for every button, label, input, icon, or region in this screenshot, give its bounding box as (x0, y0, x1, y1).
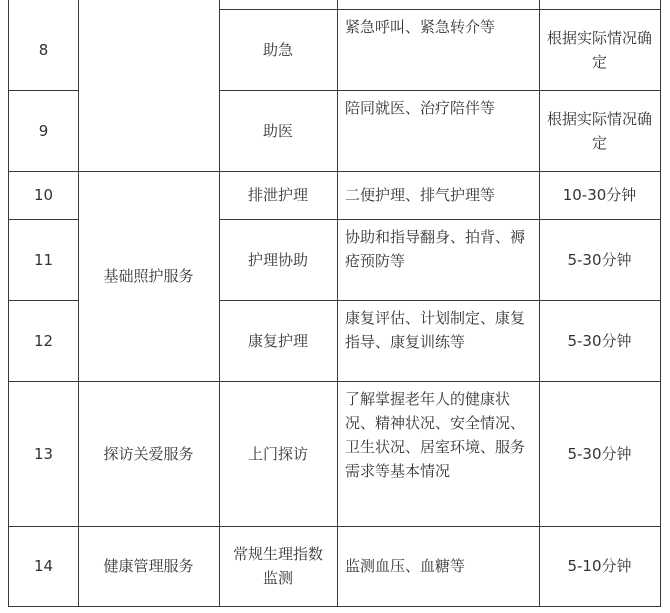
row-number: 12 (33, 331, 54, 350)
service-content: 陪同就医、治疗陪伴等 (345, 99, 496, 117)
service-item: 助医 (262, 121, 293, 140)
service-duration: 根据实际情况确定 (546, 109, 652, 152)
service-item: 护理协助 (247, 250, 308, 269)
service-duration: 10-30分钟 (562, 186, 637, 204)
service-item: 排泄护理 (247, 186, 308, 204)
service-item: 上门探访 (247, 444, 308, 463)
row-number: 14 (33, 557, 54, 575)
category-label: 健康管理服务 (103, 557, 194, 575)
service-duration: 5-30分钟 (567, 250, 632, 269)
row-number: 10 (33, 186, 54, 204)
category-label: 探访关爱服务 (103, 444, 194, 463)
service-content: 了解掌握老年人的健康状况、精神状况、安全情况、卫生状况、居室环境、服务需求等基本情况 (345, 390, 526, 480)
service-content: 紧急呼叫、紧急转介等 (345, 18, 496, 36)
category-label: 基础照护服务 (103, 267, 194, 285)
service-duration: 5-10分钟 (567, 557, 632, 575)
row-number: 13 (33, 444, 54, 463)
service-item: 助急 (262, 40, 293, 59)
service-table (8, 0, 661, 607)
row-number: 8 (38, 40, 49, 59)
service-content: 协助和指导翻身、拍背、褥疮预防等 (345, 228, 526, 270)
service-duration: 5-30分钟 (567, 331, 632, 350)
service-duration: 根据实际情况确定 (546, 28, 652, 71)
service-content: 二便护理、排气护理等 (345, 186, 496, 204)
row-number: 9 (38, 121, 49, 140)
service-item: 常规生理指数监测 (232, 545, 323, 587)
service-item: 康复护理 (247, 331, 308, 350)
service-content: 监测血压、血糖等 (345, 557, 466, 575)
service-content: 康复评估、计划制定、康复指导、康复训练等 (345, 309, 526, 351)
service-duration: 5-30分钟 (567, 444, 632, 463)
row-number: 11 (33, 250, 54, 269)
